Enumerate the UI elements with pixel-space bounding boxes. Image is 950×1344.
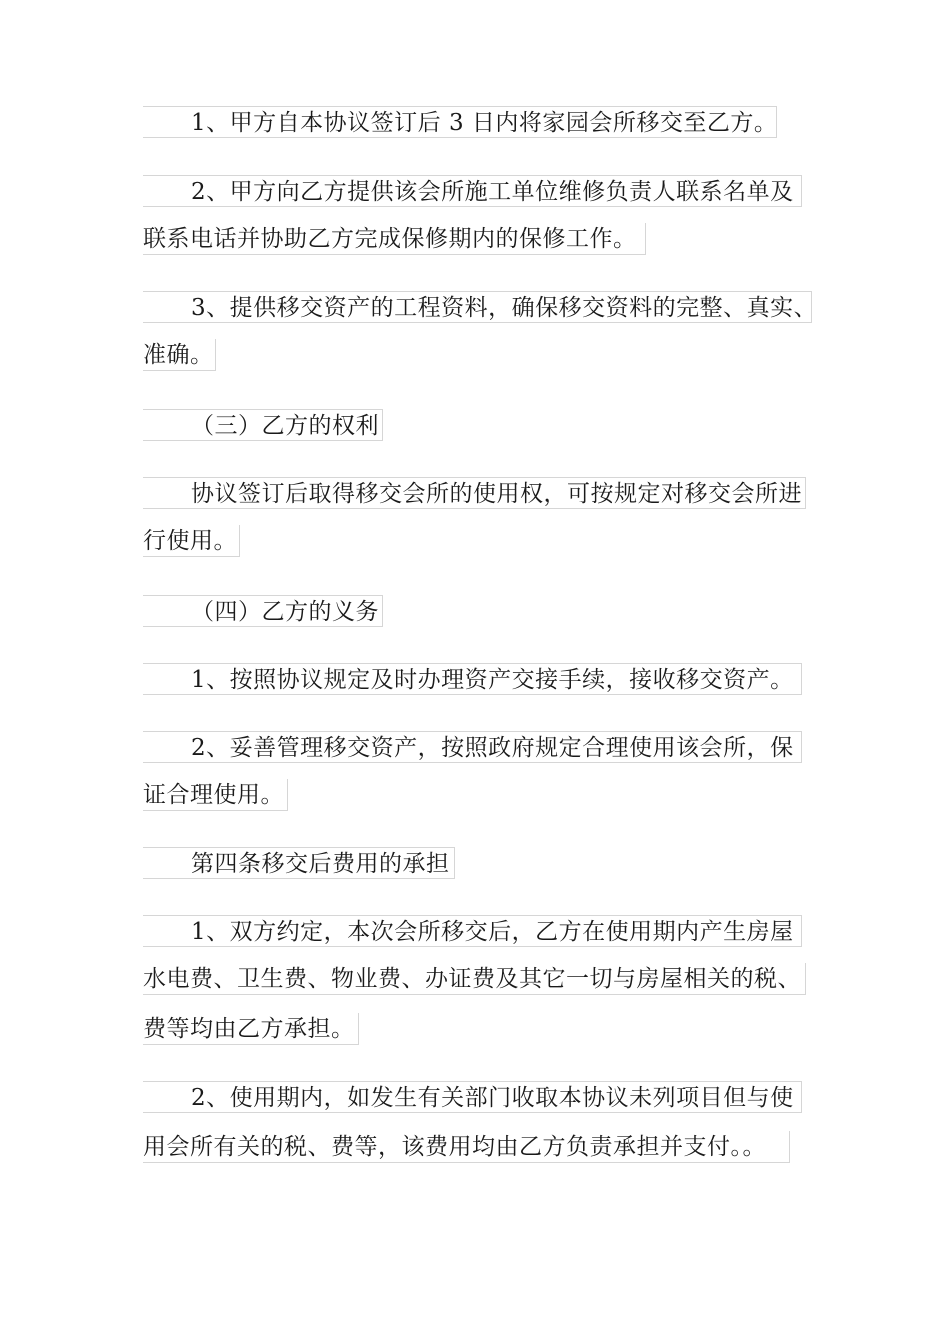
section-heading-party-b-rights: （三）乙方的权利 <box>143 409 383 441</box>
paragraph-1-line-1: 1、甲方自本协议签订后 3 日内将家园会所移交至乙方。 <box>143 106 777 138</box>
paragraph-5-line-1: 协议签订后取得移交会所的使用权，可按规定对移交会所进 <box>143 477 806 509</box>
paragraph-10-line-1: 1、双方约定，本次会所移交后，乙方在使用期内产生房屋 <box>143 915 802 947</box>
paragraph-11-line-2: 用会所有关的税、费等，该费用均由乙方负责承担并支付。。 <box>143 1131 790 1163</box>
article-4-heading: 第四条移交后费用的承担 <box>143 847 455 879</box>
paragraph-10-line-2: 水电费、卫生费、物业费、办证费及其它一切与房屋相关的税、 <box>143 963 806 995</box>
paragraph-3-line-2: 准确。 <box>143 339 216 371</box>
paragraph-7-line-1: 1、按照协议规定及时办理资产交接手续，接收移交资产。 <box>143 663 802 695</box>
paragraph-8-line-1: 2、妥善管理移交资产，按照政府规定合理使用该会所，保 <box>143 731 802 763</box>
paragraph-11-line-1: 2、使用期内，如发生有关部门收取本协议未列项目但与使 <box>143 1081 802 1113</box>
paragraph-5-line-2: 行使用。 <box>143 525 240 557</box>
paragraph-10-line-3: 费等均由乙方承担。 <box>143 1013 359 1045</box>
paragraph-2-line-1: 2、甲方向乙方提供该会所施工单位维修负责人联系名单及 <box>143 175 802 207</box>
paragraph-3-line-1: 3、提供移交资产的工程资料，确保移交资料的完整、真实、 <box>143 291 812 323</box>
paragraph-2-line-2: 联系电话并协助乙方完成保修期内的保修工作。 <box>143 223 646 255</box>
section-heading-party-b-obligations: （四）乙方的义务 <box>143 595 383 627</box>
paragraph-8-line-2: 证合理使用。 <box>143 779 288 811</box>
